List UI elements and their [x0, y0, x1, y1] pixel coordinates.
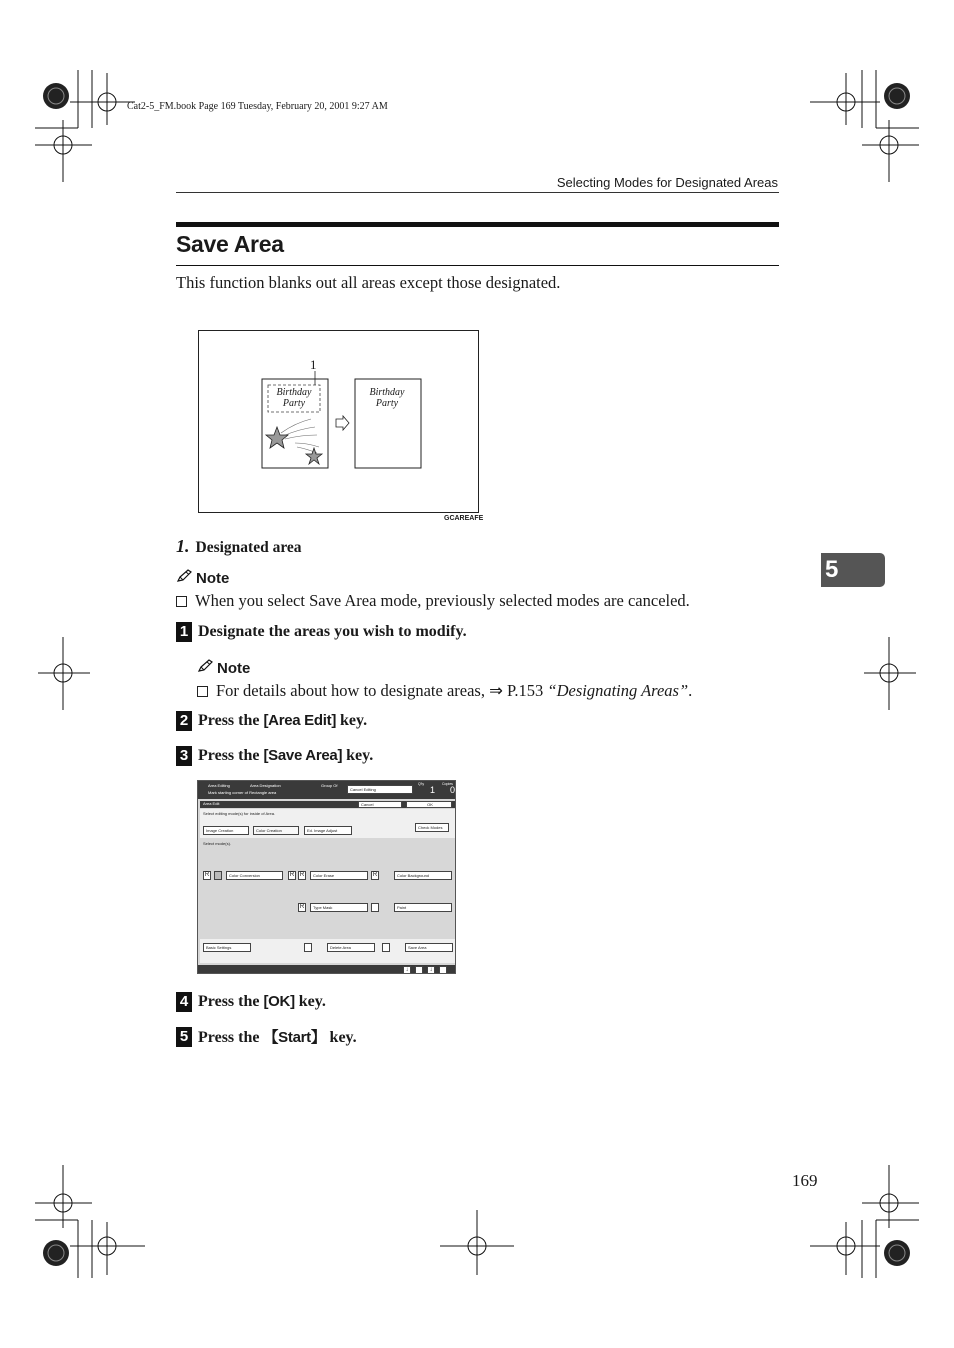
- color-background-button[interactable]: Color Background: [394, 871, 452, 880]
- caption-number: 1.: [176, 536, 190, 556]
- cancel-editing-button[interactable]: Cancel Editing: [347, 785, 413, 794]
- step-text: Press the: [198, 747, 264, 764]
- caption-label: Designated area: [195, 539, 302, 556]
- page-number: 169: [792, 1171, 818, 1190]
- result-doc-text: [361, 387, 413, 409]
- cancel-button[interactable]: Cancel: [358, 801, 402, 808]
- screen-instruction: Select editing mode(s) for inside of Area.: [203, 811, 276, 816]
- delete-area-icon: [304, 943, 312, 952]
- header-rule: [176, 192, 779, 193]
- key-name: [Area Edit]: [263, 712, 337, 729]
- qty-label: Q'ty: [418, 782, 425, 786]
- step-text: Press the: [198, 712, 264, 729]
- save-area-icon: [382, 943, 390, 952]
- title-bar: [176, 222, 779, 227]
- scroll-down-icon[interactable]: ↓: [403, 966, 411, 974]
- step-number: 2: [176, 711, 192, 731]
- note-item: [176, 591, 690, 611]
- note-text-end: .: [688, 681, 693, 700]
- illustration-code: GCAREAFE: [444, 515, 484, 522]
- checkbox-icon: [176, 596, 187, 607]
- step-text-end: key.: [325, 1029, 357, 1046]
- scroll-icon[interactable]: [439, 966, 447, 974]
- delete-area-button[interactable]: Delete Area: [327, 943, 375, 952]
- step-number: 4: [176, 992, 192, 1012]
- note-heading: [176, 569, 229, 587]
- step-1: [176, 622, 467, 642]
- type-mask-button[interactable]: Type Mask: [310, 903, 368, 912]
- note-text: For details about how to designate areas, ⇒ P.153: [216, 681, 548, 700]
- step-text-end: key.: [294, 993, 326, 1010]
- doc-text-line1: Birthday: [369, 387, 405, 398]
- intro-text: This function blanks out all areas except those designated.: [176, 273, 561, 292]
- ok-button[interactable]: OK: [406, 801, 452, 808]
- save-area-button[interactable]: Save Area: [405, 943, 453, 952]
- book-info: Cat2-5_FM.book Page 169 Tuesday, February 20, 2001 9:27 AM: [127, 101, 388, 112]
- step-3: [176, 746, 373, 766]
- doc-text-line1: Birthday: [276, 387, 312, 398]
- note-item: [197, 681, 692, 701]
- select-modes-label: Select mode(s).: [203, 841, 232, 846]
- note-label: Note: [196, 569, 230, 587]
- paint-icon: [371, 903, 379, 912]
- screen-header-instruction: Mark starting corner of Rectangle area: [208, 790, 277, 795]
- chapter-tab: 5: [821, 553, 885, 587]
- doc-text-line2: Party: [282, 398, 306, 409]
- tab-image-creation[interactable]: Image Creation: [203, 826, 249, 835]
- callout-number: 1: [310, 357, 317, 372]
- screen-group-label: Group Of: [321, 783, 338, 788]
- area-edit-label: Area Edit: [203, 801, 220, 806]
- color-conversion-button[interactable]: Color Conversion: [226, 871, 283, 880]
- running-header: Selecting Modes for Designated Areas: [556, 175, 778, 190]
- figure-caption: [176, 536, 302, 557]
- section-title: Save Area: [176, 231, 284, 257]
- qty-value: 1: [430, 785, 436, 795]
- doc-text-line2: Party: [375, 398, 399, 409]
- step-4: [176, 992, 326, 1012]
- screen-header-title: Area Editing: [208, 783, 230, 788]
- screen-header: [198, 781, 455, 799]
- screen-header-mode: Area Designation: [250, 783, 281, 788]
- copies-label: Copies: [442, 782, 453, 786]
- save-area-illustration: [198, 330, 479, 513]
- checkbox-icon: [197, 686, 208, 697]
- tab-ed-image-adjust[interactable]: Ed. Image Adjust: [304, 826, 352, 835]
- color-erase-icon: R: [289, 872, 295, 878]
- step-5: [176, 1026, 357, 1047]
- color-conversion-icon: R: [204, 872, 210, 878]
- step-text: Press the: [198, 1029, 264, 1046]
- step-text: Designate the areas you wish to modify.: [198, 623, 467, 640]
- check-modes-button[interactable]: Check Modes: [415, 823, 449, 832]
- tab-color-creation[interactable]: Color Creation: [253, 826, 299, 835]
- paint-button[interactable]: Paint: [394, 903, 452, 912]
- color-background-icon: R: [372, 872, 378, 878]
- title-rule: [176, 265, 779, 266]
- key-name: [Save Area]: [263, 747, 343, 764]
- step-text: Press the: [198, 993, 264, 1010]
- note-heading: [197, 659, 250, 677]
- note-text: When you select Save Area mode, previously selected modes are canceled.: [195, 591, 690, 610]
- note-label: Note: [217, 659, 251, 677]
- scroll-icon[interactable]: [415, 966, 423, 974]
- step-number: 5: [176, 1027, 192, 1047]
- pencil-icon: [197, 659, 213, 677]
- type-mask-icon: R: [299, 904, 305, 910]
- control-panel-screen: [197, 780, 456, 974]
- color-erase-button[interactable]: Color Erase: [310, 871, 368, 880]
- step-number: 3: [176, 746, 192, 766]
- step-number: 1: [176, 622, 192, 642]
- copies-value: 0: [450, 785, 456, 795]
- color-erase-icon-target: R: [299, 872, 305, 878]
- cross-reference-link[interactable]: “Designating Areas”: [547, 681, 689, 700]
- basic-settings-button[interactable]: Basic Settings: [203, 943, 251, 952]
- original-doc-text: [268, 387, 320, 409]
- key-name: 【Start】: [263, 1029, 326, 1046]
- key-name: [OK]: [263, 993, 295, 1010]
- color-conversion-icon-target: [214, 871, 222, 880]
- scroll-down-icon[interactable]: ↓: [427, 966, 435, 974]
- step-text-end: key.: [336, 712, 368, 729]
- step-2: [176, 711, 367, 731]
- pencil-icon: [176, 569, 192, 587]
- step-text-end: key.: [342, 747, 374, 764]
